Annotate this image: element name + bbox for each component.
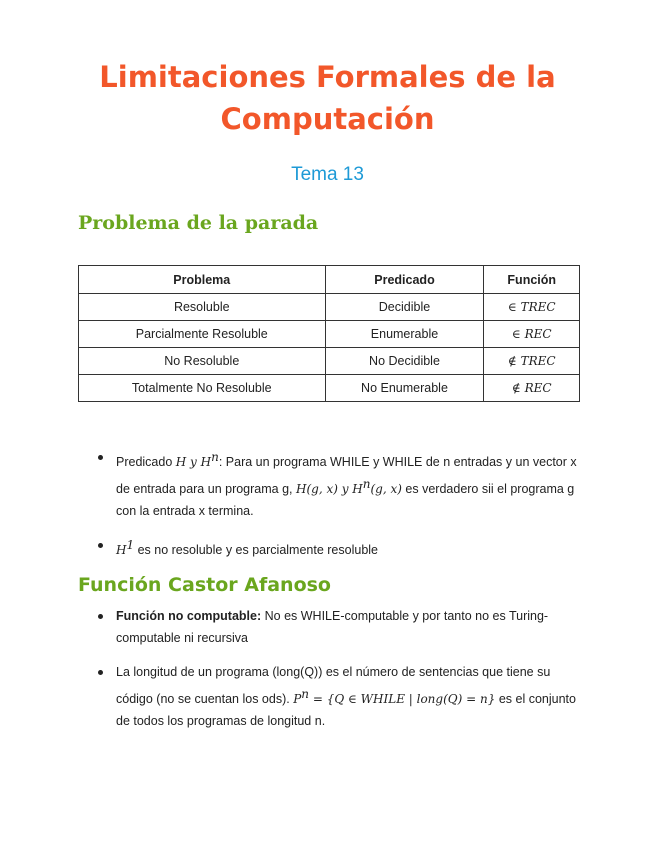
bullet-text: es no resoluble y es parcialmente resoluble xyxy=(134,543,378,558)
math-expression: = {Q ∈ WHILE | long(Q) = n} xyxy=(309,692,496,707)
table-cell: ∈ REC xyxy=(484,321,580,348)
math-superscript: 1 xyxy=(126,538,135,553)
header-predicado: Predicado xyxy=(325,266,484,294)
math-superscript: n xyxy=(211,450,219,464)
title-line-2: Computación xyxy=(220,102,435,136)
list-item xyxy=(78,534,578,561)
table-cell: Decidible xyxy=(325,294,484,321)
document-title xyxy=(0,56,655,140)
section-heading-parada: Problema de la parada xyxy=(78,212,319,234)
math-expression: H(g, x) y H xyxy=(295,482,363,497)
table-header-row xyxy=(79,266,580,294)
table-row xyxy=(79,348,580,375)
table-row xyxy=(79,294,580,321)
table-cell: ∈ TREC xyxy=(484,294,580,321)
table-cell: No Decidible xyxy=(325,348,484,375)
table-cell: Parcialmente Resoluble xyxy=(79,321,326,348)
table-cell: Enumerable xyxy=(325,321,484,348)
bullet-text: La longitud de un programa (long(Q)) es el número de sentencias que tiene su código (no se cuentan los ods). xyxy=(116,665,551,707)
document-subtitle: Tema 13 xyxy=(291,164,364,185)
header-problema: Problema xyxy=(79,266,326,294)
castor-bullet-list xyxy=(78,605,578,744)
bullet-text: : Para un programa WHILE y WHILE de n entradas y un vector x de entrada para un programa g, xyxy=(116,455,577,497)
table-row xyxy=(79,321,580,348)
math-superscript: n xyxy=(362,477,371,492)
math-expression: H y H xyxy=(175,455,212,470)
bullet-text: Predicado xyxy=(116,455,176,470)
table-cell: ∉ TREC xyxy=(484,348,580,375)
bullet-text: es el conjunto de todos los programas de longitud n. xyxy=(116,692,576,729)
header-funcion: Función xyxy=(484,266,580,294)
table-row xyxy=(79,375,580,402)
table-cell: Resoluble xyxy=(79,294,326,321)
title-line-1: Limitaciones Formales de la xyxy=(99,60,556,94)
parada-bullet-list xyxy=(78,446,578,573)
math-expression: H xyxy=(116,543,127,558)
list-item xyxy=(78,446,578,522)
math-expression: P xyxy=(293,692,302,707)
bullet-bold-label: Función no computable: xyxy=(116,609,262,623)
math-expression: (g, x) xyxy=(370,482,402,497)
list-item xyxy=(78,605,578,649)
table-cell: ∉ REC xyxy=(484,375,580,402)
bullet-text: es verdadero sii el programa g con la entrada x termina. xyxy=(116,482,575,519)
math-superscript: n xyxy=(301,687,310,701)
table-cell: Totalmente No Resoluble xyxy=(79,375,326,402)
bullet-text: No es WHILE-computable y por tanto no es Turing-computable ni recursiva xyxy=(116,609,549,645)
halting-table xyxy=(78,265,580,402)
table-cell: No Resoluble xyxy=(79,348,326,375)
table-cell: No Enumerable xyxy=(325,375,484,402)
section-heading-castor: Función Castor Afanoso xyxy=(78,574,331,596)
list-item xyxy=(78,661,578,732)
